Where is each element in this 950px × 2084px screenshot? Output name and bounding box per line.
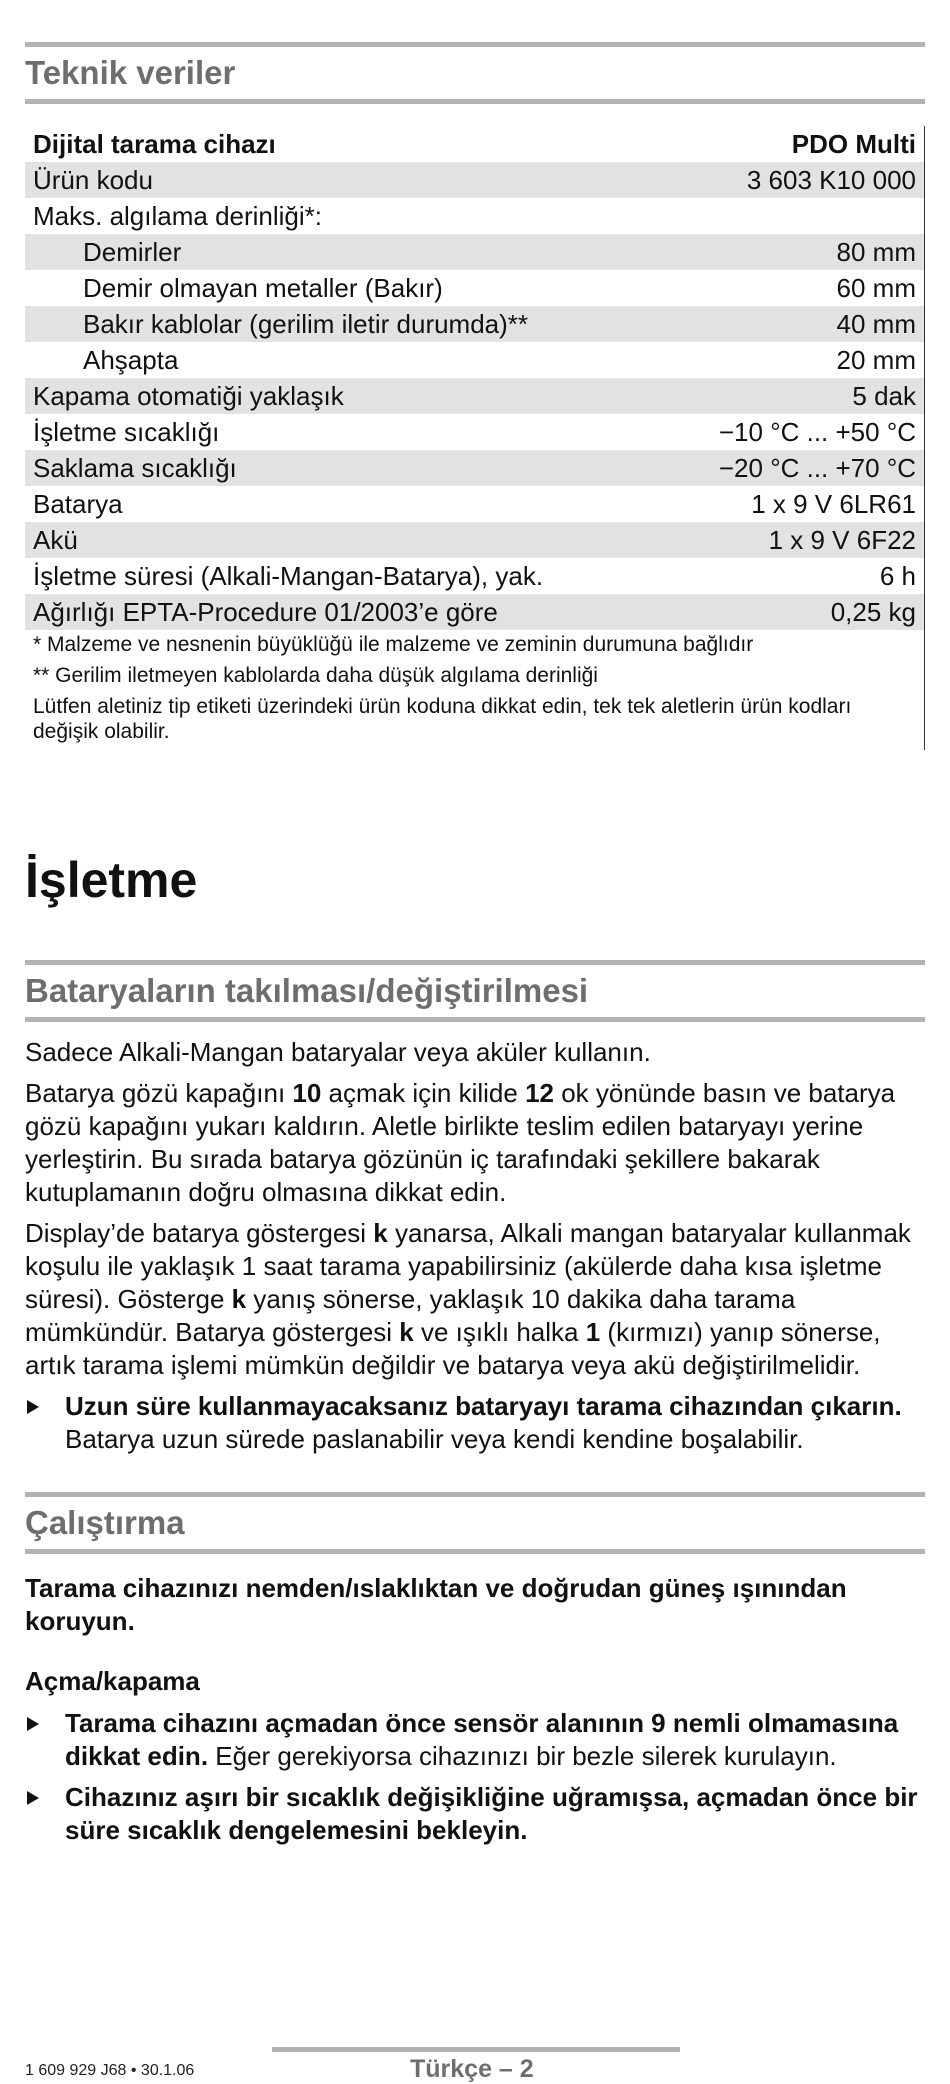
spec-label: Akü <box>25 522 665 558</box>
spec-value: −20 °C ... +70 °C <box>665 450 924 486</box>
spec-value: −10 °C ... +50 °C <box>718 417 916 447</box>
table-row <box>25 450 924 486</box>
bullet-triangle-icon <box>27 1717 39 1731</box>
spec-value: 1 x 9 V 6F22 <box>665 522 924 558</box>
paragraph: Sadece Alkali-Mangan bataryalar veya aküler kullanın. <box>25 1037 651 1067</box>
spec-label: Bakır kablolar (gerilim iletir durumda)** <box>25 306 665 342</box>
spec-label: İşletme süresi (Alkali-Mangan-Batarya), yak. <box>33 561 544 591</box>
footer-document-code: 1 609 929 J68 • 30.1.06 <box>25 2062 195 2079</box>
footnote-3: Lütfen aletiniz tip etiketi üzerindeki ürün koduna dikkat edin, tek tek aletlerin ürün kodları değişik olabilir. <box>33 695 852 743</box>
spec-label: Batarya <box>33 489 123 519</box>
spec-value: 5 dak <box>665 378 924 414</box>
spec-value: 60 mm <box>836 273 916 303</box>
footer-divider <box>272 2047 680 2052</box>
chapter-title: İşletme <box>25 852 198 908</box>
section-heading-operation: Çalıştırma <box>25 1492 925 1554</box>
spec-table-wrapper <box>25 126 925 750</box>
paragraph: Batarya gözü kapağını 10 açmak için kilide 12 ok yönünde basın ve batarya gözü kapağını yukarı kaldırın. Aletle birlikte teslim edilen bataryayı yerine yerleştirin. Bu sırada batarya gözünün iç tarafındaki şekillere bakarak kutuplamanın doğru olmasına dikkat edin. <box>25 1078 896 1207</box>
spec-value: 1 x 9 V 6LR61 <box>751 489 916 519</box>
table-row <box>25 558 924 594</box>
bullet-item: Cihazınız aşırı bir sıcaklık değişikliğine uğramışsa, açmadan önce bir süre sıcaklık dengelemesini bekleyin. <box>25 1781 925 1847</box>
spec-value: 0,25 kg <box>665 594 924 630</box>
spec-label: Kapama otomatiği yaklaşık <box>25 378 665 414</box>
spec-label: Dijital tarama cihazı <box>33 129 276 159</box>
battery-section-body <box>25 1036 925 1456</box>
subheading: Açma/kapama <box>25 1666 200 1696</box>
spec-value <box>665 198 924 234</box>
spec-value: 80 mm <box>665 234 924 270</box>
table-row <box>25 414 924 450</box>
table-row <box>25 522 924 558</box>
bullet-item: Uzun süre kullanmayacaksanız bataryayı tarama cihazından çıkarın. Batarya uzun sürede paslanabilir veya kendi kendine boşalabilir. <box>25 1390 925 1456</box>
table-row <box>25 270 924 306</box>
spec-value: 40 mm <box>665 306 924 342</box>
footer-page-label: Türkçe – 2 <box>410 2055 534 2083</box>
spec-label: Demir olmayan metaller (Bakır) <box>83 273 443 303</box>
spec-table <box>25 126 924 630</box>
spec-notes <box>25 630 924 750</box>
spec-label: Demirler <box>25 234 665 270</box>
table-row <box>25 486 924 522</box>
table-row <box>25 234 924 270</box>
spec-value: PDO Multi <box>791 129 916 159</box>
bullet-triangle-icon <box>27 1400 39 1414</box>
section-heading-battery: Bataryaların takılması/değiştirilmesi <box>25 960 925 1022</box>
table-row <box>25 342 924 378</box>
spec-label: Saklama sıcaklığı <box>25 450 665 486</box>
table-row <box>25 198 924 234</box>
page <box>25 0 925 1855</box>
table-row <box>25 378 924 414</box>
bullet-item: Tarama cihazını açmadan önce sensör alanının 9 nemli olmamasına dikkat edin. Eğer gerekiyorsa cihazınızı bir bezle silerek kurulayın. <box>25 1707 925 1773</box>
spec-label: Maks. algılama derinliği*: <box>33 201 323 231</box>
warning-text: Tarama cihazınızı nemden/ıslaklıktan ve doğrudan güneş ışınından koruyun. <box>25 1573 847 1636</box>
spec-label: İşletme sıcaklığı <box>33 417 220 447</box>
spec-value: 20 mm <box>836 345 916 375</box>
spec-label: Ağırlığı EPTA-Procedure 01/2003’e göre <box>25 594 665 630</box>
spec-label: Ürün kodu <box>25 162 665 198</box>
bullet-triangle-icon <box>27 1791 39 1805</box>
table-row <box>25 306 924 342</box>
footnote-2: ** Gerilim iletmeyen kablolarda daha düşük algılama derinliği <box>33 664 598 687</box>
section-heading-technical: Teknik veriler <box>25 42 925 104</box>
spec-value: 3 603 K10 000 <box>665 162 924 198</box>
spec-label: Ahşapta <box>83 345 179 375</box>
table-row <box>25 126 924 162</box>
onoff-section-body <box>25 1707 925 1847</box>
table-row <box>25 162 924 198</box>
spec-value: 6 h <box>879 561 916 591</box>
table-row <box>25 594 924 630</box>
footnote-1: * Malzeme ve nesnenin büyüklüğü ile malzeme ve zeminin durumuna bağlıdır <box>33 633 754 656</box>
paragraph: Display’de batarya göstergesi k yanarsa, Alkali mangan bataryalar kullanmak koşulu ile yaklaşık 1 saat tarama yapabilirsiniz (akülerde daha kısa işletme süresi). Gösterge k yanış sönerse, yaklaşık 10 dakika daha tarama mümkündür. Batarya göstergesi k ve ışıklı halka 1 (kırmızı) yanıp sönerse, artık tarama işlemi mümkün değildir ve batarya veya akü değiştirilmelidir. <box>25 1218 911 1380</box>
